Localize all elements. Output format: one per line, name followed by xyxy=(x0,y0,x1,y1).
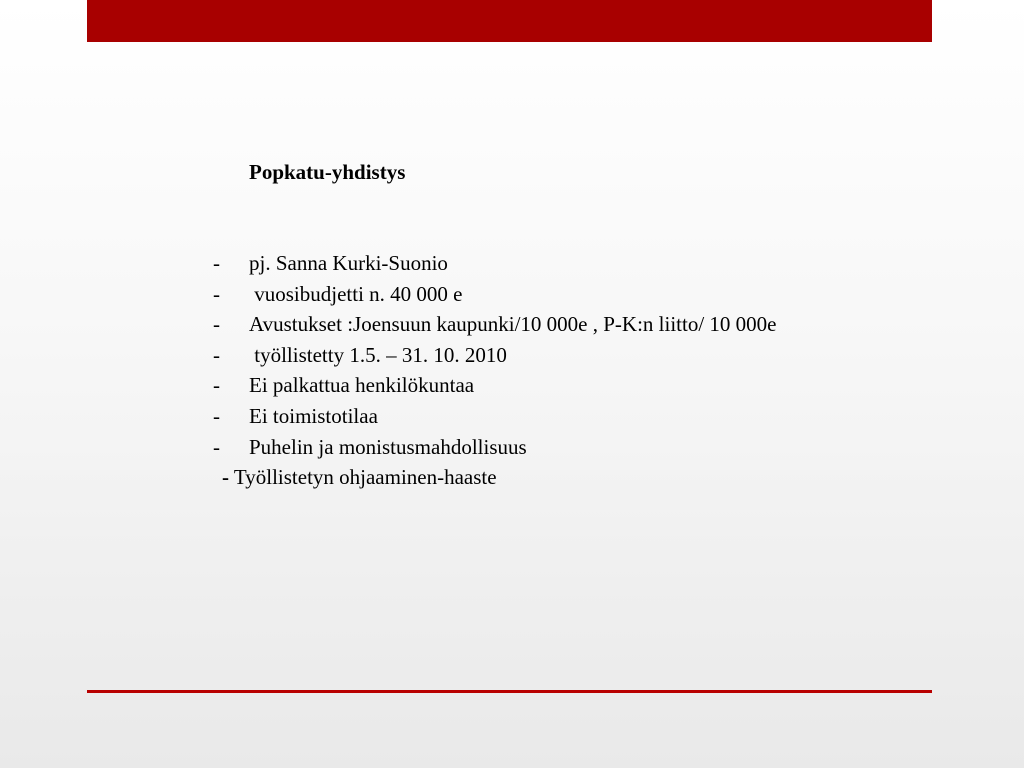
list-item-text: pj. Sanna Kurki-Suonio xyxy=(249,251,448,275)
dash-marker: - xyxy=(213,281,220,306)
dash-marker: - xyxy=(213,312,220,337)
dash-marker: - xyxy=(213,342,220,367)
bottom-rule xyxy=(87,690,932,693)
last-list-item xyxy=(222,462,497,492)
dash-marker: - xyxy=(213,403,220,428)
bold-dash-marker: - xyxy=(222,465,229,489)
dash-marker: - xyxy=(213,373,220,398)
last-list-item-text: Työllistetyn ohjaaminen-haaste xyxy=(233,465,497,489)
list-item-text: Ei toimistotilaa xyxy=(249,403,378,428)
list-item-text: vuosibudjetti n. 40 000 e xyxy=(249,281,463,306)
list-item-text: työllistetty 1.5. – 31. 10. 2010 xyxy=(249,342,507,367)
dash-marker: - xyxy=(213,251,220,275)
list-item-text: Ei palkattua henkilökuntaa xyxy=(249,373,475,398)
list-item-text: Puhelin ja monistusmahdollisuus xyxy=(249,434,527,459)
slide-title: Popkatu-yhdistys xyxy=(249,160,406,184)
dash-marker: - xyxy=(213,434,220,459)
list-item-text: Avustukset :Joensuun kaupunki/10 000e , P-K:n liitto/ 10 000e xyxy=(249,312,777,337)
